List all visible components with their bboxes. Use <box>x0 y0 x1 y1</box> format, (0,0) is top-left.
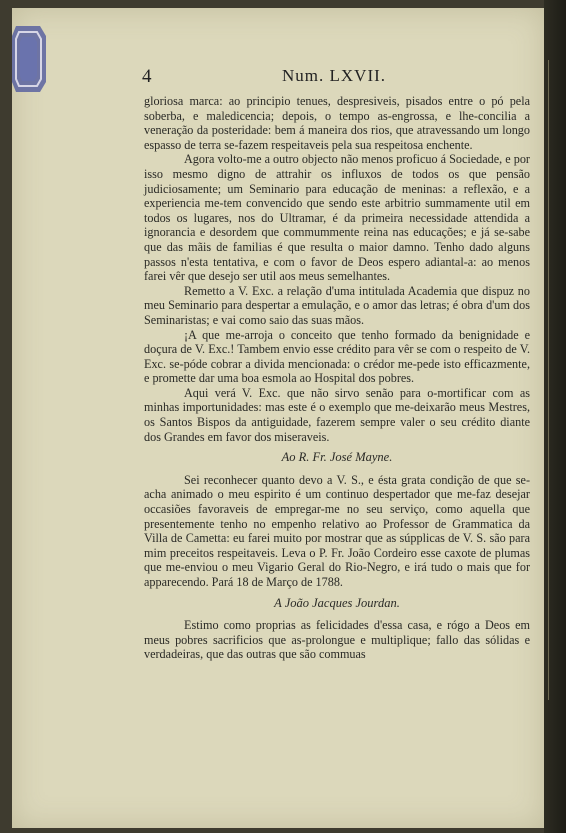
paragraph: Agora volto-me a outro objecto não menos proficuo á Sociedade, e por isso mesmo digno de attrahir os influxos de todos os que pensão judiciosamente; um Seminario para educação de meninas: a reflexão, e a experiencia me-tem convencido que sendo este arbitrio summamente util em todos os lugares, nos do Ultramar, é da primeira necessidade attendida a ignorancia e desordem que commummente reina nas educações; e já se-sabe que das mãis de familias é que resulta o maior damno. Tenho dado alguns passos n'esta tentativa, e com o favor de Deos espero adiantal-a: ao menos farei vêr que desejo ser util aos meus semelhantes. <box>144 152 530 284</box>
paragraph: Remetto a V. Exc. a relação d'uma intitulada Academia que dispuz no meu Seminario para despertar a emulação, e o amor das letras; é obra d'um dos Seminaristas; e vai como saio das suas mãos. <box>144 283 530 327</box>
paragraph: ¡A que me-arroja o conceito que tenho formado da benignidade e doçura de V. Exc.! Tambem envio esse crédito para vêr se com o respeito de V. Exc. se-póde cobrar a divida mencionada: o crédor me-pede isto efficazmente, e promette dar uma boa esmola ao Hospital dos pobres. <box>144 327 530 386</box>
paragraph: Sei reconhecer quanto devo a V. S., e ésta grata condição de que se-acha animado o meu espirito é um continuo despertador que me-faz desejar occasiões favoraveis de empregar-me no seu serviço, como aquella que presentemente tenho no empenho relativo ao Professor de Grammatica da Villa de Cametta: eu farei muito por mostrar que as súpplicas de V. S. são para mim preceitos respeitaveis. Leva o P. Fr. João Cordeiro esse caxote de plumas que me-enviou o meu Vigario Geral do Rio-Negro, e irá tudo o mais que for apparecendo. Pará 18 de Março de 1788. <box>144 472 530 589</box>
paragraph: Estimo como proprias as felicidades d'essa casa, e rógo a Deos em meus pobres sacrificios que as-prolongue e multiplique; fallo das sólidas e verdadeiras, que das outras que são commuas <box>144 618 530 662</box>
paragraph: gloriosa marca: ao principio tenues, despresiveis, pisados entre o pó pela soberba, e maledicencia; depois, o tempo as-engrossa, e lhe-concilia a veneração da posteridade: bem á maneira dos rios, que atravessando um longo espasso de terra se-fazem respeitaveis pela sua respeitosa enchente. <box>144 94 530 152</box>
running-title: Num. LXVII. <box>282 66 387 85</box>
letter-addressee: A João Jacques Jourdan. <box>274 595 400 610</box>
letter-body <box>144 94 530 662</box>
page-header <box>112 66 532 90</box>
letter-addressee: Ao R. Fr. José Mayne. <box>281 450 393 465</box>
paragraph: Aqui verá V. Exc. que não sirvo senão para o-mortificar com as minhas importunidades: mas este é o exemplo que me-deixarão meus Mestres, os Santos Bispos da antiguidade, fazerem sempre valer o seu crédito diante dos Grandes em favor dos miseraveis. <box>144 385 530 444</box>
library-stamp-icon <box>10 22 48 96</box>
page-number: 4 <box>142 66 152 87</box>
margin-rule <box>548 60 549 700</box>
